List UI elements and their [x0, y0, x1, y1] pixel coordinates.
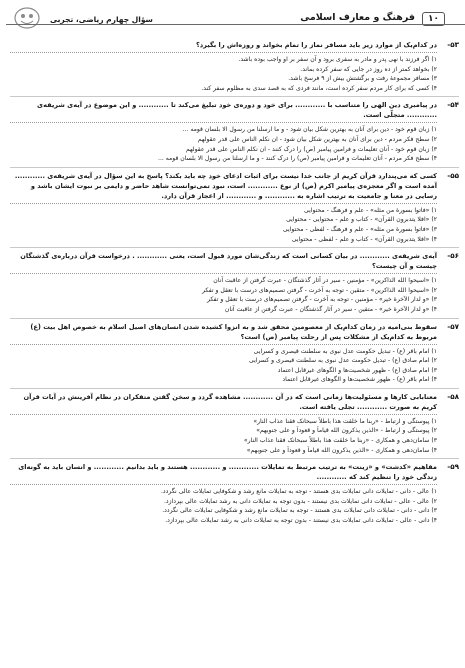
dotted-rule	[10, 52, 437, 53]
question-53	[10, 40, 459, 93]
option-1: ۱) پیوستگی و ارتباط - «ربنا ما خلقت هذا باطلاً سبحانک فقنا عذاب النار»	[253, 417, 437, 425]
dotted-rule	[10, 203, 437, 204]
option-1: ۱) زبان قوم خود - دین برای آنان به بهترین شکل بیان شود - و ما ارسلنا من رسول الا بلسان قومه ...	[182, 126, 437, 134]
option-1: ۱) «فاتوا بسورة من مثله» - علم و فرهنگ - محتوایی	[304, 206, 437, 214]
header-rule	[6, 24, 465, 25]
option-4: ۴) دانی - عالی - تمایلات دانی تمایلات بدی نیستند - بدون توجه به تمایلات دانی به رشد تمایلات عالی بپردازد.	[165, 517, 437, 525]
page-header	[6, 6, 459, 34]
question-58	[10, 392, 459, 455]
question-number: ۵۹-	[447, 462, 459, 472]
option-3: ۳) زبان قوم خود - آنان تعلیمات و فرامین پیامبر (ص) را درک کنند - ان نکلم الناس علی قدر عقولهم	[185, 145, 437, 153]
question-number: ۵۵-	[447, 170, 459, 180]
option-2: ۲) پیوستگی و ارتباط - «الذین یذکرون الله قیاماً و قعوداً و علی جنوبهم»	[256, 427, 437, 435]
question-number: ۵۳-	[447, 40, 459, 49]
question-number: ۵۴-	[447, 100, 459, 110]
option-2: ۲) امام صادق (ع) - تبدیل حکومت عدل نبوی به سلطنت قیصری و کسرایی	[249, 357, 437, 365]
question-55	[10, 171, 459, 244]
question-stem: معنابابی کارها و مسئولیت‌ها زمانی است که در آن ............ مشاهده گردد و سخن گفتن متفکران در نظام آفرینش در آیات قرآن کریم به صورت ............ تجلی یافته است.	[23, 392, 437, 411]
option-4: ۴) سطح فکر مردم - آنان تعلیمات و فرامین پیامبر (ص) را درک کنند - و ما ارسلنا من رسول الا بلسان قومه ...	[158, 155, 437, 163]
option-3: ۳) امام صادق (ع) - ظهور شخصیت‌ها و الگوهای غیرقابل اعتماد	[277, 366, 437, 374]
dotted-rule	[10, 273, 437, 274]
question-number: ۵۷-	[447, 321, 459, 331]
divider	[10, 318, 459, 319]
question-stem: کسی که می‌پندارد قرآن کریم از جانب خدا نیست برای اثبات ادعای خود چه باید بکند؟ پاسخ به این سؤال در آیه‌ی شریفه‌ی ............ آمده است و اگر معجزه‌ی پیامبر اکرم (ص) از نوع ............ است، نبود تمی‌توانست شاهد حاضر و دایمی بر نبوت ایشان باشد و رسایی در معنا و جامعیت به ترتیب اشاره به ............ و ............ از اعجاز قرآن دارد.	[14, 171, 437, 200]
option-4: ۴) امام باقر (ع) - ظهور شخصیت‌ها و الگوهای غیرقابل اعتماد	[282, 376, 437, 384]
question-57	[10, 322, 459, 385]
divider	[10, 247, 459, 248]
option-1: ۱) امام باقر (ع) - تبدیل حکومت عدل نبوی به سلطنت قیصری و کسرایی	[253, 347, 437, 355]
question-number: ۵۸-	[447, 391, 459, 401]
book-title: فرهنگ و معارف اسلامی	[300, 12, 415, 23]
divider	[10, 458, 459, 459]
question-number: ۵۶-	[447, 251, 459, 261]
option-2: ۲) سطح فکر مردم - دین برای آنان به بهترین شکل بیان شود - ان نکلم الناس علی قدر عقولهم	[197, 135, 437, 143]
option-3: ۳) «و لدار الآخرة خیر» - مؤمنین - توجه به آخرت - گرفتن تصمیم‌های درست با تعقل و تفکر	[206, 296, 437, 304]
divider	[10, 388, 459, 389]
option-4: ۴) سامان‌دهی و همکاری - «الذین یذکرون الله قیاماً و قعوداً و علی جنوبهم»	[246, 446, 437, 454]
publisher-logo-icon	[12, 6, 42, 30]
question-stem: آیه‌ی شریفه‌ی ............ در بیان کسانی است که زندگی‌شان مورد قبول است، یعنی ............ . درخواست قرآن درباره‌ی گذشتگان چیست و آن چیست؟	[20, 252, 437, 271]
question-stem: سقوط بنی‌امیه در زمان کدام‌یک از معصومین محقق شد و به انزوا کشیده شدن انسان‌های اصیل اسلام به خصوص اهل بیت (ع) مربوط به کدام‌یک از مشکلات پس از رحلت پیامبر (ص) است؟	[30, 322, 437, 341]
option-3: ۳) مسافر مجموعهٔ رفت و برگشتش بیش از ۹ فرسخ باشد.	[288, 75, 437, 83]
dotted-rule	[10, 414, 437, 415]
option-1: ۱) «اسیحوا الله الذاکرین» - مؤمنین - سیر در آثار گذشتگان - عبرت گرفتن از عاقبت آنان	[213, 277, 437, 285]
question-56	[10, 251, 459, 314]
dotted-rule	[10, 484, 437, 485]
option-3: ۳) دانی - دانی - تمایلات دانی تمایلات بدی هستند - توجه به تمایلات مانع رشد و شکوفایی تمایلات عالی نگردد.	[162, 507, 437, 515]
option-4: ۴) «و لدار الآخرة خیر» - متقین - سیر در آثار گذشتگان - عبرت گرفتن از عاقبت آنان	[224, 305, 437, 313]
option-3: ۳) «فاتوا بسورة من مثله» - علم و فرهنگ - لفظی - محتوایی	[282, 225, 437, 233]
question-stem: در کدام‌یک از موارد زیر باید مسافر نماز را تمام بخواند و روزه‌اش را بگیرد؟	[195, 41, 437, 49]
divider	[10, 167, 459, 168]
question-59	[10, 462, 459, 525]
dotted-rule	[10, 122, 437, 123]
section-label: سؤال چهارم ریاضی، تجربی	[50, 15, 153, 24]
question-54	[10, 100, 459, 163]
question-stem: مفاهیم «کدشت» و «زینت» به ترتیب مرتبط به تمایلات ............ و ............ هستند و باید بدانیم ............ و انسان باید به گونه‌ای زندگی خود را تنظیم کند که ............	[18, 463, 437, 482]
option-1: ۱) عالی - دانی - تمایلات دانی تمایلات بدی هستند - توجه به تمایلات مانع رشد و شکوفایی تمایلات عالی نگردد.	[160, 488, 437, 496]
question-list	[10, 40, 459, 662]
option-4: ۴) کسی که برای کار مردم سفر کرده است، مانند فردی که به قصد سدی به مظلوم سفر کند.	[201, 84, 437, 92]
option-2: ۲) «اسیحوا الله الذاکرین» - متقین - توجه به آخرت - گرفتن تصمیم‌های درست با تعقل و تفکر	[202, 286, 437, 294]
page-number: ۱۰	[422, 12, 445, 26]
option-4: ۴) «افلا یتدبرون القرآن» - کتاب و علم - لفظی - محتوایی	[291, 235, 437, 243]
option-3: ۳) سامان‌دهی و همکاری - «ربنا ما خلقت هذا باطلاً سبحانک فقنا عذاب النار»	[243, 437, 437, 445]
option-2: ۲) عالی - عالی - تمایلات دانی تمایلات بدی نیستند - بدون توجه به تمایلات دانی به رشد تمایلات عالی بپردازد.	[164, 497, 437, 505]
question-stem: در پیامبری دین الهی را متناسب با ............ برای خود و دوره‌ی خود تبلیغ می‌کند تا ............ و این موضوع در آیه‌ی شریفه‌ی ............ متجلّی است.	[37, 101, 437, 120]
divider	[10, 96, 459, 97]
option-2: ۲) «افلا یتدبرون القرآن» - کتاب و علم - محتوایی - محتوایی	[286, 216, 437, 224]
option-2: ۲) بخواهد کمتر از ده روز در جایی که سفر کرده بماند.	[300, 65, 437, 73]
option-1: ۱) اگر فرزند با نهی پدر و مادر به سفری برود و آن سفر بر او واجب بوده باشد.	[238, 56, 437, 63]
dotted-rule	[10, 344, 437, 345]
